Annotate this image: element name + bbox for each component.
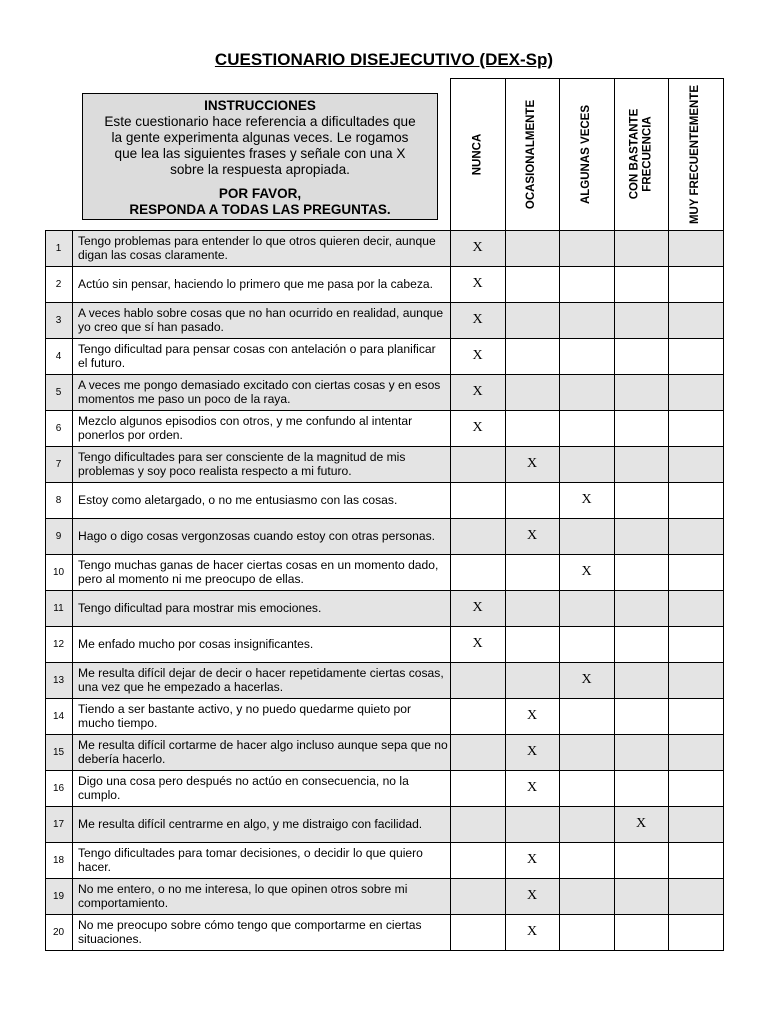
answer-mark[interactable]: X (472, 312, 483, 327)
answer-cell[interactable] (668, 482, 723, 518)
grid-line (45, 554, 724, 555)
answer-cell[interactable] (614, 734, 668, 770)
question-text: Actúo sin pensar, haciendo lo primero que me pasa por la cabeza. (78, 277, 433, 291)
question-text: Mezclo algunos episodios con otros, y me confundo al intentar ponerlos por orden. (78, 414, 413, 442)
answer-cell[interactable] (559, 302, 614, 338)
grid-line (45, 878, 724, 879)
answer-cell[interactable] (614, 482, 668, 518)
table-row (45, 770, 723, 806)
answer-mark[interactable]: X (526, 852, 538, 867)
answer-cell[interactable] (559, 770, 614, 806)
answer-cell[interactable] (668, 698, 723, 734)
answer-cell[interactable] (559, 626, 614, 662)
answer-cell[interactable] (505, 806, 559, 842)
table-row (45, 806, 723, 842)
answer-cell[interactable] (450, 842, 505, 878)
column-header-2 (505, 78, 559, 230)
answer-cell[interactable] (559, 518, 614, 554)
answer-cell[interactable] (450, 806, 505, 842)
answer-cell[interactable] (559, 230, 614, 266)
answer-cell[interactable] (614, 266, 668, 302)
table-row (45, 230, 723, 266)
grid-line (614, 78, 615, 951)
instructions-line: Este cuestionario hace referencia a dificultades que (104, 114, 416, 129)
answer-cell[interactable] (668, 554, 723, 590)
answer-mark[interactable]: X (526, 744, 538, 759)
answer-cell[interactable] (450, 662, 505, 698)
question-text: Tengo dificultad para mostrar mis emociones. (78, 601, 322, 615)
answer-cell[interactable] (505, 590, 559, 626)
question-text: Me resulta difícil dejar de decir o hacer repetidamente ciertas cosas, una vez que he empezado a hacerlas. (78, 666, 444, 694)
please-line-2: RESPONDA A TODAS LAS PREGUNTAS. (129, 202, 391, 217)
answer-cell[interactable] (559, 338, 614, 374)
answer-mark[interactable]: X (581, 492, 592, 507)
question-number: 5 (55, 386, 62, 398)
grid-line (668, 78, 669, 951)
grid-line (45, 302, 724, 303)
column-header-1 (450, 78, 505, 230)
question-number: 19 (52, 890, 65, 902)
answer-cell[interactable] (668, 770, 723, 806)
question-number: 11 (53, 602, 64, 614)
answer-cell[interactable] (668, 266, 723, 302)
grid-line (45, 446, 724, 447)
table-row (45, 626, 723, 662)
question-text: No me entero, o no me interesa, lo que opinen otros sobre mi comportamiento. (78, 882, 408, 910)
answer-cell[interactable] (614, 338, 668, 374)
table-row (45, 590, 723, 626)
grid-line (723, 78, 724, 951)
column-header-label: NUNCA (471, 133, 483, 175)
grid-line (45, 914, 724, 915)
question-text: Tengo dificultad para pensar cosas con antelación o para planificar el futuro. (78, 342, 436, 370)
answer-cell[interactable] (614, 698, 668, 734)
answer-cell[interactable] (559, 266, 614, 302)
answer-cell[interactable] (614, 878, 668, 914)
table-row (45, 734, 723, 770)
answer-cell[interactable] (559, 446, 614, 482)
answer-cell[interactable] (668, 806, 723, 842)
grid-line (45, 806, 724, 807)
page-title: CUESTIONARIO DISEJECUTIVO (DEX-Sp) (214, 50, 554, 69)
question-number: 2 (55, 278, 62, 290)
question-number: 17 (52, 818, 65, 830)
grid-line (45, 698, 724, 699)
answer-cell[interactable] (614, 302, 668, 338)
answer-cell[interactable] (668, 626, 723, 662)
answer-cell[interactable] (668, 410, 723, 446)
answer-cell[interactable] (505, 302, 559, 338)
answer-cell[interactable] (559, 806, 614, 842)
answer-cell[interactable] (559, 878, 614, 914)
question-number: 9 (55, 530, 62, 542)
answer-cell[interactable] (668, 734, 723, 770)
grid-line (45, 518, 724, 519)
answer-cell[interactable] (614, 554, 668, 590)
answer-cell[interactable] (614, 842, 668, 878)
answer-cell[interactable] (505, 554, 559, 590)
answer-cell[interactable] (450, 518, 505, 554)
answer-mark[interactable]: X (526, 456, 538, 471)
answer-cell[interactable] (505, 626, 559, 662)
question-text: Tengo dificultades para ser consciente de la magnitud de mis problemas y soy poco realista respecto a mi futuro. (78, 450, 406, 478)
answer-cell[interactable] (668, 302, 723, 338)
answer-cell[interactable] (668, 230, 723, 266)
grid-line (45, 410, 724, 411)
instructions-heading: INSTRUCCIONES (204, 98, 316, 113)
table-row (45, 374, 723, 410)
question-number: 7 (55, 458, 62, 470)
column-header-label: CON BASTANTE FRECUENCIA (628, 108, 654, 200)
answer-cell[interactable] (450, 482, 505, 518)
table-row (45, 698, 723, 734)
answer-cell[interactable] (614, 662, 668, 698)
answer-cell[interactable] (614, 410, 668, 446)
answer-cell[interactable] (450, 878, 505, 914)
answer-cell[interactable] (668, 338, 723, 374)
answer-cell[interactable] (668, 914, 723, 950)
column-header-3 (559, 78, 614, 230)
answer-mark[interactable]: X (526, 924, 538, 939)
question-text: No me preocupo sobre cómo tengo que comportarme en ciertas situaciones. (78, 918, 422, 946)
column-header-5 (668, 78, 723, 230)
answer-cell[interactable] (450, 734, 505, 770)
grid-line (505, 78, 506, 951)
column-header-4 (614, 78, 668, 230)
answer-cell[interactable] (559, 914, 614, 950)
grid-line (45, 230, 724, 231)
question-number: 14 (52, 710, 65, 722)
answer-cell[interactable] (559, 698, 614, 734)
grid-line (45, 374, 724, 375)
table-row (45, 878, 723, 914)
answer-cell[interactable] (668, 590, 723, 626)
answer-cell[interactable] (450, 914, 505, 950)
answer-cell[interactable] (559, 842, 614, 878)
answer-cell[interactable] (450, 698, 505, 734)
instructions-line: la gente experimenta algunas veces. Le rogamos (111, 130, 409, 145)
answer-mark[interactable]: X (526, 528, 538, 543)
question-text: Tengo muchas ganas de hacer ciertas cosas en un momento dado, pero al momento ni me preocupo de ellas. (78, 558, 439, 586)
answer-cell[interactable] (505, 266, 559, 302)
table-row (45, 842, 723, 878)
answer-cell[interactable] (668, 518, 723, 554)
answer-cell[interactable] (559, 734, 614, 770)
grid-line (45, 626, 724, 627)
answer-cell[interactable] (559, 374, 614, 410)
grid-line (45, 662, 724, 663)
table-row (45, 266, 723, 302)
question-text: Me resulta difícil cortarme de hacer algo incluso aunque sepa que no debería hacerlo. (78, 738, 448, 766)
table-row (45, 446, 723, 482)
answer-cell[interactable] (668, 446, 723, 482)
answer-cell[interactable] (505, 230, 559, 266)
instructions-line: sobre la respuesta apropiada. (170, 162, 350, 177)
answer-mark[interactable]: X (581, 672, 592, 687)
answer-cell[interactable] (614, 626, 668, 662)
question-number: 16 (52, 782, 65, 794)
question-number: 18 (52, 854, 65, 866)
grid-line (45, 482, 724, 483)
answer-mark[interactable]: X (526, 708, 538, 723)
table-row (45, 482, 723, 518)
question-text: Hago o digo cosas vergonzosas cuando estoy con otras personas. (78, 529, 435, 543)
answer-mark[interactable]: X (472, 636, 483, 651)
grid-line (45, 734, 724, 735)
answer-mark[interactable]: X (472, 240, 483, 255)
question-text: Tiendo a ser bastante activo, y no puedo quedarme quieto por mucho tiempo. (78, 702, 412, 730)
table-row (45, 338, 723, 374)
table-row (45, 518, 723, 554)
answer-cell[interactable] (614, 230, 668, 266)
grid-line (45, 842, 724, 843)
question-text: Tengo problemas para entender lo que otros quieren decir, aunque digan las cosas claramente. (78, 234, 436, 262)
table-row (45, 914, 723, 950)
answer-cell[interactable] (668, 374, 723, 410)
question-number: 12 (52, 638, 65, 650)
answer-cell[interactable] (559, 410, 614, 446)
answer-cell[interactable] (505, 338, 559, 374)
answer-cell[interactable] (505, 482, 559, 518)
answer-mark[interactable]: X (472, 384, 483, 399)
answer-cell[interactable] (614, 518, 668, 554)
grid-line (45, 266, 724, 267)
grid-line (450, 78, 451, 951)
question-text: A veces me pongo demasiado excitado con ciertas cosas y en esos momentos me paso un poco de la raya. (78, 378, 441, 406)
answer-cell[interactable] (450, 554, 505, 590)
question-text: Tengo dificultades para tomar decisiones, o decidir lo que quiero hacer. (78, 846, 423, 874)
question-number: 13 (52, 674, 65, 686)
answer-cell[interactable] (505, 662, 559, 698)
answer-mark[interactable]: X (472, 600, 483, 615)
question-number: 15 (52, 746, 65, 758)
question-number: 20 (52, 926, 65, 938)
table-row (45, 410, 723, 446)
question-text: Me resulta difícil centrarme en algo, y me distraigo con facilidad. (78, 817, 423, 831)
question-text: Estoy como aletargado, o no me entusiasmo con las cosas. (78, 493, 398, 507)
grid-line (450, 78, 724, 79)
question-number: 3 (55, 314, 62, 326)
answer-cell[interactable] (505, 374, 559, 410)
answer-cell[interactable] (668, 878, 723, 914)
questionnaire-table (45, 78, 723, 951)
question-text: A veces hablo sobre cosas que no han ocurrido en realidad, aunque yo creo que sí han pasado. (78, 306, 444, 334)
column-header-label: MUY FRECUENTEMENTE (689, 84, 702, 224)
question-number: 4 (55, 350, 62, 362)
question-number: 1 (55, 242, 62, 254)
answer-cell[interactable] (614, 914, 668, 950)
grid-line (45, 338, 724, 339)
answer-cell[interactable] (614, 770, 668, 806)
please-line-1: POR FAVOR, (218, 186, 302, 201)
answer-cell[interactable] (668, 842, 723, 878)
question-number: 10 (52, 566, 65, 578)
answer-cell[interactable] (614, 446, 668, 482)
answer-mark[interactable]: X (472, 348, 483, 363)
grid-line (45, 770, 724, 771)
question-number: 8 (55, 494, 62, 506)
answer-cell[interactable] (559, 590, 614, 626)
column-header-label: OCASIONALMENTE (525, 99, 538, 209)
table-row (45, 554, 723, 590)
question-text: Digo una cosa pero después no actúo en consecuencia, no la cumplo. (78, 774, 409, 802)
grid-line (45, 950, 724, 951)
question-number: 6 (55, 422, 62, 434)
answer-mark[interactable]: X (635, 816, 647, 831)
answer-mark[interactable]: X (581, 564, 592, 579)
answer-cell[interactable] (668, 662, 723, 698)
table-row (45, 662, 723, 698)
column-header-label: ALGUNAS VECES (580, 104, 593, 204)
answer-mark[interactable]: X (472, 420, 483, 435)
answer-mark[interactable]: X (526, 888, 538, 903)
grid-line (559, 78, 560, 951)
table-row (45, 302, 723, 338)
answer-cell[interactable] (450, 770, 505, 806)
answer-mark[interactable]: X (472, 276, 483, 291)
instructions-line: que lea las siguientes frases y señale con una X (114, 146, 406, 161)
answer-cell[interactable] (614, 590, 668, 626)
answer-mark[interactable]: X (526, 780, 538, 795)
answer-cell[interactable] (614, 374, 668, 410)
answer-cell[interactable] (450, 446, 505, 482)
grid-line (45, 590, 724, 591)
question-text: Me enfado mucho por cosas insignificantes. (78, 637, 314, 651)
answer-cell[interactable] (505, 410, 559, 446)
